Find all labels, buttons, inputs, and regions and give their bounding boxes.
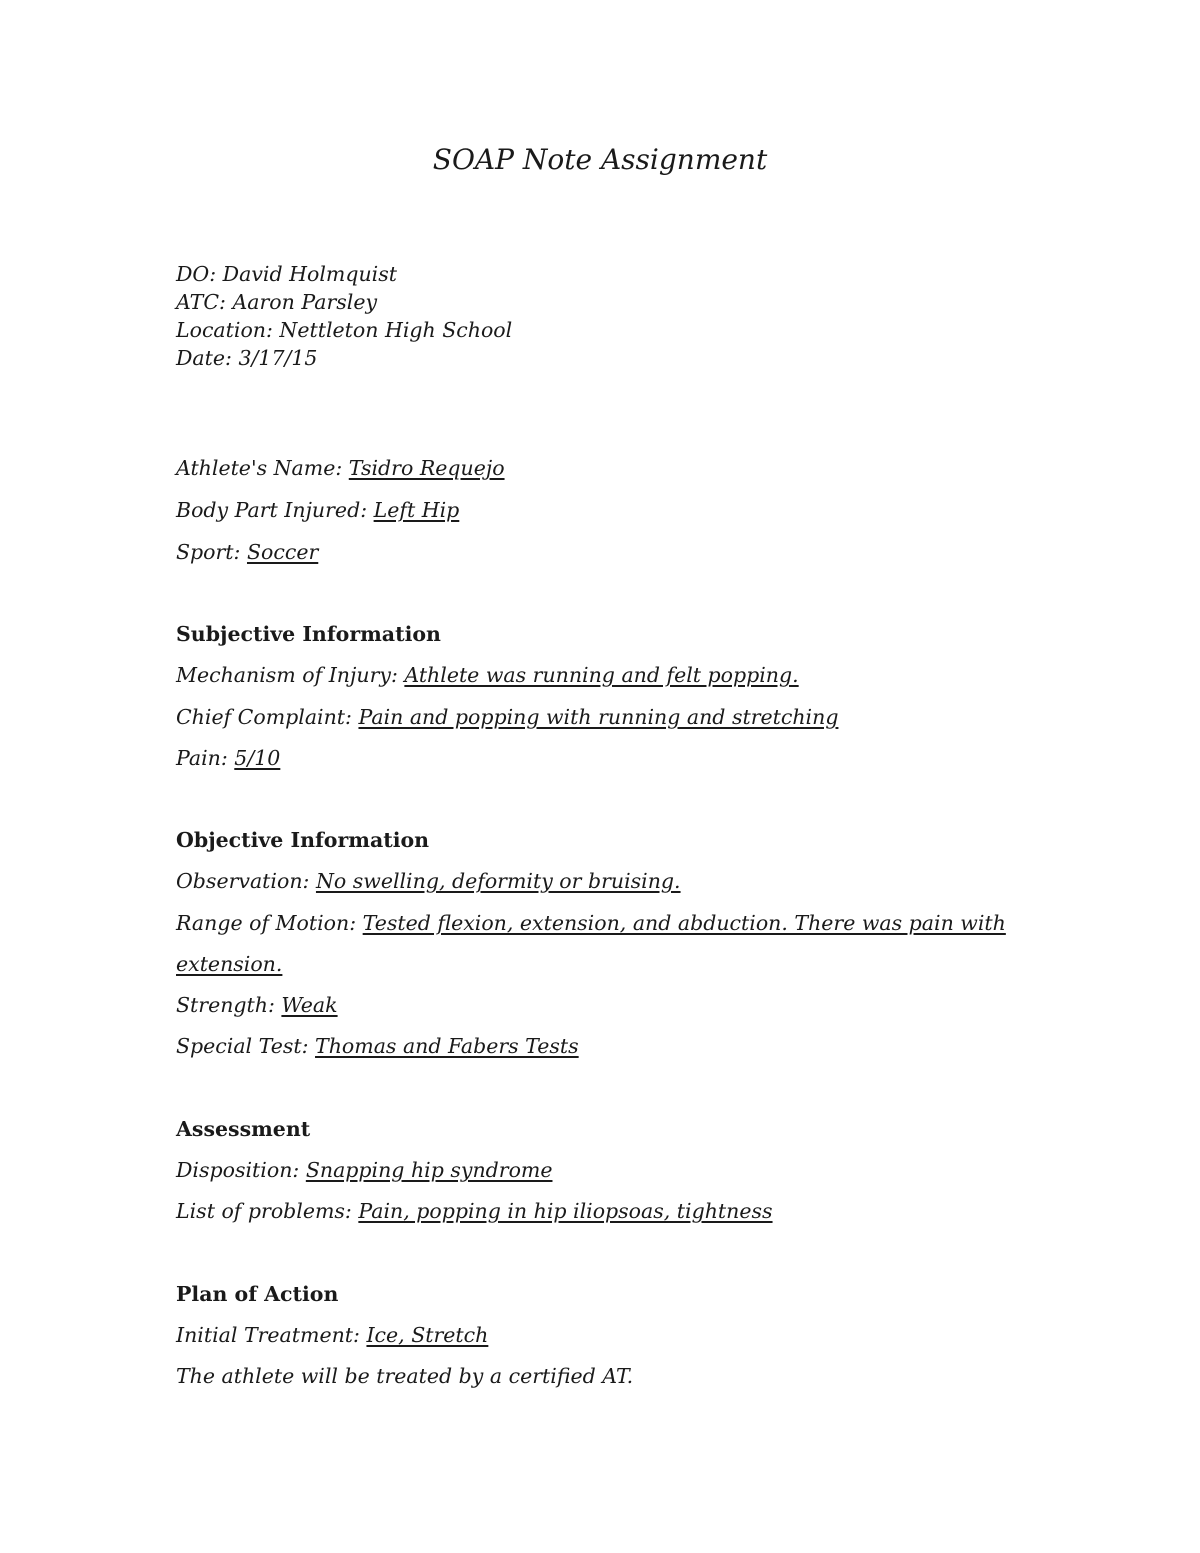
pain-label: Pain:	[176, 746, 235, 770]
special-test-value: Thomas and Fabers Tests	[315, 1034, 579, 1058]
complaint-value: Pain and popping with running and stretching	[358, 705, 839, 729]
body-part-label: Body Part Injured:	[176, 498, 374, 522]
problems-value: Pain, popping in hip iliopsoas, tightness	[358, 1199, 773, 1223]
observation-line	[176, 867, 681, 895]
header-info	[176, 260, 512, 372]
problems-line	[176, 1197, 773, 1225]
body-part-value: Left Hip	[373, 498, 460, 522]
rom-line	[176, 909, 1006, 937]
disposition-line	[176, 1156, 552, 1184]
disposition-label: Disposition:	[176, 1158, 306, 1182]
strength-label: Strength:	[176, 993, 282, 1017]
athlete-name-line	[176, 454, 505, 482]
sport-label: Sport:	[176, 540, 247, 564]
treatment-line	[176, 1321, 488, 1349]
sport-line	[176, 538, 318, 566]
subjective-heading: Subjective Information	[176, 622, 441, 646]
document-title: SOAP Note Assignment	[432, 143, 768, 176]
observation-label: Observation:	[176, 869, 316, 893]
header-location: Location: Nettleton High School	[176, 318, 513, 342]
plan-note: The athlete will be treated by a certified AT.	[176, 1364, 634, 1388]
mechanism-line	[176, 661, 799, 689]
objective-heading: Objective Information	[176, 828, 430, 852]
complaint-label: Chief Complaint:	[176, 705, 359, 729]
mechanism-value: Athlete was running and felt popping.	[404, 663, 799, 687]
header-atc: ATC: Aaron Parsley	[176, 290, 378, 314]
observation-value: No swelling, deformity or bruising.	[315, 869, 681, 893]
treatment-label: Initial Treatment:	[176, 1323, 367, 1347]
disposition-value: Snapping hip syndrome	[305, 1158, 553, 1182]
special-test-label: Special Test:	[176, 1034, 316, 1058]
treatment-value: Ice, Stretch	[366, 1323, 489, 1347]
rom-label: Range of Motion:	[176, 911, 363, 935]
athlete-name-value: Tsidro Requejo	[348, 456, 505, 480]
strength-line	[176, 991, 338, 1019]
assessment-heading: Assessment	[176, 1117, 311, 1141]
sport-value: Soccer	[246, 540, 319, 564]
header-date: Date: 3/17/15	[176, 346, 318, 370]
rom-value-line1: Tested flexion, extension, and abduction. There was pain with	[362, 911, 1006, 935]
plan-heading: Plan of Action	[176, 1282, 339, 1306]
special-test-line	[176, 1032, 579, 1060]
strength-value: Weak	[281, 993, 338, 1017]
athlete-name-label: Athlete's Name:	[176, 456, 349, 480]
rom-value-line2: extension.	[176, 952, 283, 976]
pain-line	[176, 744, 280, 772]
rom-line-2	[176, 950, 282, 978]
complaint-line	[176, 703, 838, 731]
problems-label: List of problems:	[176, 1199, 359, 1223]
pain-value: 5/10	[234, 746, 281, 770]
header-do: DO: David Holmquist	[176, 262, 397, 286]
body-part-line	[176, 496, 459, 524]
mechanism-label: Mechanism of Injury:	[176, 663, 405, 687]
